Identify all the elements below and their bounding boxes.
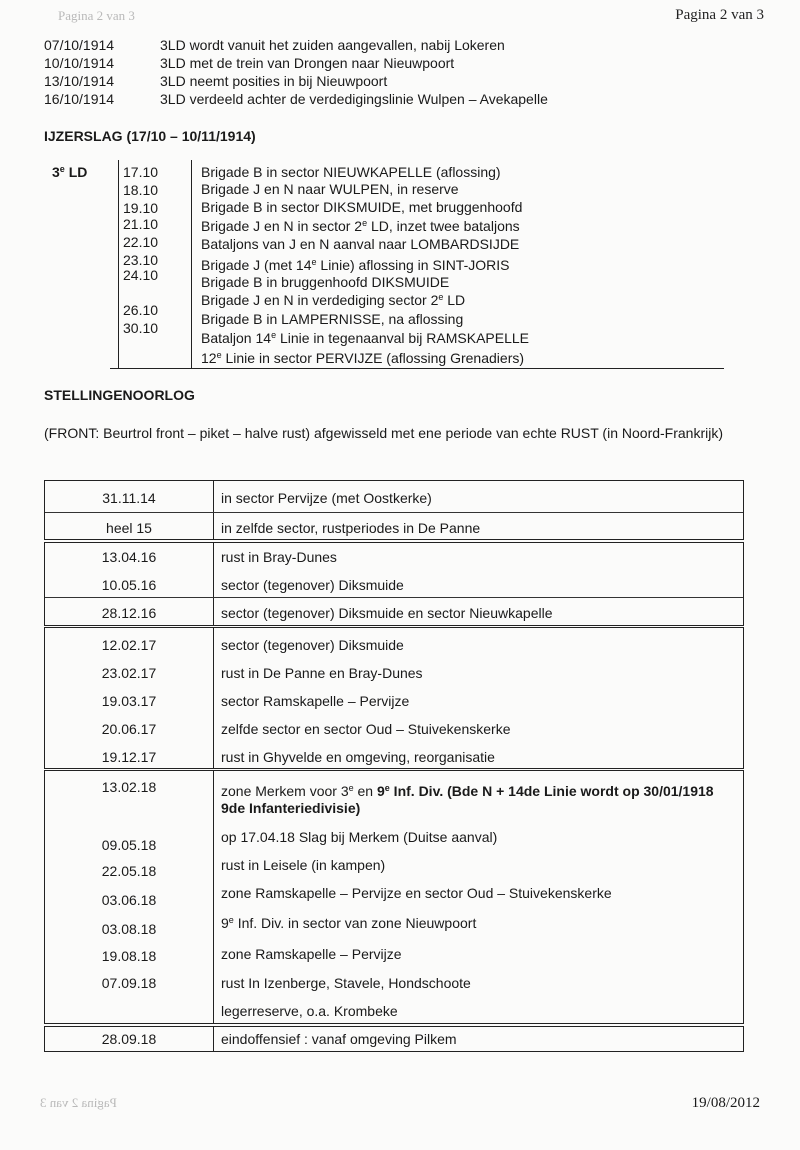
table-date: 13.02.18 [101, 779, 157, 795]
table-date: 09.05.18 [101, 837, 157, 853]
timeline-text: 3LD verdeeld achter de verdedigingslinie Wulpen – Avekapelle [160, 91, 548, 107]
corps-label [52, 164, 87, 180]
brigade-date: 26.10 [123, 302, 159, 318]
table-text: 9e Inf. Div. in sector van zone Nieuwpoort [221, 915, 477, 931]
table-date: 19.12.17 [101, 749, 157, 765]
column-divider [213, 628, 214, 768]
table-date: 10.05.16 [101, 577, 157, 593]
table-text: rust in Leisele (in kampen) [221, 857, 386, 873]
table-text: rust in De Panne en Bray-Dunes [221, 665, 423, 681]
row-divider [45, 597, 743, 598]
brigade-entry: Bataljon 14e Linie in tegenaanval bij RAMSKAPELLE [201, 330, 530, 346]
table-text: sector (tegenover) Diksmuide [221, 637, 404, 653]
table-date: 31.11.14 [102, 490, 156, 506]
brigade-date: 18.10 [123, 182, 159, 198]
brigade-date: 24.10 [123, 267, 159, 283]
timeline-date: 13/10/1914 [44, 73, 115, 89]
brigade-date: 21.10 [123, 216, 159, 232]
table-text: sector (tegenover) Diksmuide en sector Nieuwkapelle [221, 605, 553, 621]
timeline-row [44, 36, 548, 54]
timeline-1914 [44, 36, 548, 108]
brigade-date: 17.10 [123, 164, 159, 180]
column-divider [213, 1027, 214, 1051]
brigade-entries-column [191, 160, 562, 368]
row-divider [45, 512, 743, 513]
table-text: rust in Bray-Dunes [221, 549, 337, 565]
table-date: 19.08.18 [101, 948, 157, 964]
brigade-entry: Brigade J (met 14e Linie) aflossing in SINT-JORIS [201, 257, 510, 273]
table-date: 12.02.17 [101, 637, 157, 653]
table-date: 28.09.18 [101, 1031, 157, 1047]
stellingenoorlog-title: STELLINGENOORLOG [44, 387, 195, 403]
brigade-date: 19.10 [123, 200, 159, 216]
brigade-entry: Brigade J en N in sector 2e LD, inzet twee bataljons [201, 218, 520, 234]
brigade-entry: 12e Linie in sector PERVIJZE (aflossing Grenadiers) [201, 350, 525, 366]
table-date: 23.02.17 [101, 665, 157, 681]
brigade-entry: Brigade B in LAMPERNISSE, na aflossing [201, 311, 464, 327]
column-divider [213, 771, 214, 1023]
page-number: Pagina 2 van 3 [675, 7, 764, 23]
table-text: legerreserve, o.a. Krombeke [221, 1003, 398, 1019]
ijzerslag-underline [110, 368, 724, 369]
table-text: zone Ramskapelle – Pervijze [221, 946, 402, 962]
brigade-entry: Brigade B in sector DIKSMUIDE, met bruggenhoofd [201, 199, 523, 215]
table-text: in sector Pervijze (met Oostkerke) [221, 490, 432, 506]
table-text: eindoffensief : vanaf omgeving Pilkem [221, 1031, 457, 1047]
table-text: zelfde sector en sector Oud – Stuivekenskerke [221, 721, 511, 737]
corps-suffix: LD [64, 164, 88, 180]
front-note: (FRONT: Beurtrol front – piket – halve rust) afgewisseld met ene periode van echte RUST (in Noord-Frankrijk) [44, 425, 724, 441]
brigade-date: 22.10 [123, 234, 159, 250]
footer-date: 19/08/2012 [691, 1095, 760, 1111]
brigade-date: 23.10 [123, 252, 159, 268]
corps-sup: e [59, 164, 65, 174]
timeline-text: 3LD neemt posities in bij Nieuwpoort [160, 73, 388, 89]
table-date: 03.08.18 [101, 921, 157, 937]
brigade-entry: Bataljons van J en N aanval naar LOMBARDSIJDE [201, 236, 520, 252]
column-divider [213, 481, 214, 539]
table-group-offensive [44, 1026, 744, 1052]
timeline-date: 16/10/1914 [44, 91, 115, 107]
brigade-entry: Brigade B in bruggenhoofd DIKSMUIDE [201, 274, 450, 290]
timeline-date: 10/10/1914 [44, 55, 115, 71]
table-date: 13.04.16 [101, 549, 157, 565]
table-group-1915 [44, 480, 744, 540]
table-text: rust in Ghyvelde en omgeving, reorganisatie [221, 749, 495, 765]
timeline-row [44, 90, 548, 108]
timeline-row [44, 54, 548, 72]
column-divider [213, 543, 214, 625]
brigade-entry: Brigade B in sector NIEUWKAPELLE (aflossing) [201, 164, 501, 180]
table-text-merkem: zone Merkem voor 3e en 9e Inf. Div. (Bde N + 14de Linie wordt op 30/01/1918 9de Infanteriedivisie) [221, 783, 714, 816]
timeline-text: 3LD wordt vanuit het zuiden aangevallen, nabij Lokeren [160, 37, 505, 53]
table-date: 22.05.18 [101, 863, 157, 879]
corps-number: 3 [52, 164, 60, 180]
table-text: in zelfde sector, rustperiodes in De Panne [221, 520, 481, 536]
table-date: 03.06.18 [101, 892, 157, 908]
table-date: 20.06.17 [101, 721, 157, 737]
table-group-1918 [44, 770, 744, 1024]
table-text: sector (tegenover) Diksmuide [221, 577, 404, 593]
ijzerslag-title: IJZERSLAG (17/10 – 10/11/1914) [44, 128, 256, 144]
brigade-entry: Brigade J en N naar WULPEN, in reserve [201, 181, 459, 197]
table-text: sector Ramskapelle – Pervijze [221, 693, 410, 709]
bleed-through-footer: Pagina 2 van 3 [40, 1095, 117, 1110]
table-date: heel 15 [106, 520, 152, 536]
brigade-date: 30.10 [123, 320, 159, 336]
table-date: 07.09.18 [101, 975, 157, 991]
brigade-dates-column [118, 160, 179, 368]
table-date: 28.12.16 [101, 605, 157, 621]
bleed-through-header: Pagina 2 van 3 [58, 8, 135, 23]
table-group-1916 [44, 542, 744, 626]
timeline-row [44, 72, 548, 90]
brigade-entry: Brigade J en N in verdediging sector 2e LD [201, 292, 466, 308]
timeline-text: 3LD met de trein van Drongen naar Nieuwpoort [160, 55, 455, 71]
table-date: 19.03.17 [101, 693, 157, 709]
table-text: rust In Izenberge, Stavele, Hondschoote [221, 975, 471, 991]
table-text: op 17.04.18 Slag bij Merkem (Duitse aanval) [221, 829, 498, 845]
table-text: zone Ramskapelle – Pervijze en sector Oud – Stuivekenskerke [221, 885, 612, 901]
table-group-1917 [44, 627, 744, 769]
timeline-date: 07/10/1914 [44, 37, 115, 53]
